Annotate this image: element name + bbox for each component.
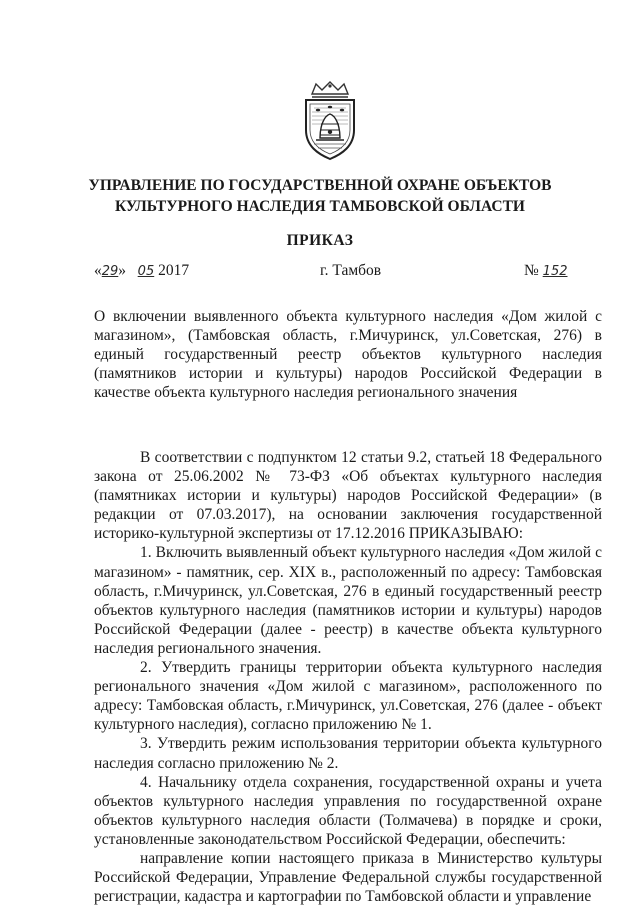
date-year: 2017	[158, 262, 190, 279]
date-day: 29	[101, 264, 119, 279]
order-subject: О включении выявленного объекта культурного наследия «Дом жилой с магазином», (Тамбовская область, г.Мичуринск, ул.Советская, 276) в единый государственный реестр объектов культурного наследия (памятников истории и культуры) народов Российской Федерации в качестве объекта культурного наследия регионального значения	[94, 308, 602, 401]
clause-1-paragraph: 1. Включить выявленный объект культурного наследия «Дом жилой с магазином» - памятник, сер. XIX в., расположенный по адресу: Тамбовская область, г.Мичуринск, ул.Советская, 276 в единый государственный реестр объектов культурного наследия (памятников истории и культуры) народов Российской Федерации (далее - реестр) в качестве объекта культурного наследия регионального значения.	[94, 544, 602, 657]
document-title: ПРИКАЗ	[286, 232, 354, 249]
date-open-quote: «	[94, 262, 102, 279]
clause-3-paragraph: 3. Утвердить режим использования территории объекта культурного наследия согласно приложению № 2.	[94, 735, 602, 772]
document-number	[524, 262, 568, 280]
document-date	[94, 262, 189, 280]
clause-4-paragraph: 4. Начальнику отдела сохранения, государственной охраны и учета объектов культурного наследия управления по государственной охране объектов культурного наследия области (Толмачева) в порядке и сроки, установленные законодательством Российской Федерации, обеспечить:	[94, 773, 602, 848]
date-close-quote: »	[118, 262, 127, 279]
preamble-paragraph: В соответствии с подпунктом 12 статьи 9.2, статьей 18 Федерального закона от 25.06.2002 № 73-ФЗ «Об объектах культурного наследия (памятниках истории и культуры) народов Российской Федерации» (в редакции от 07.03.2017), на основании заключения государственной историко-культурной экспертизы от 17.12.2016 ПРИКАЗЫВАЮ:	[94, 449, 602, 543]
authority-header	[60, 175, 580, 217]
clause-4-subitem-paragraph: направление копии настоящего приказа в Министерство культуры Российской Федерации, Управление Федеральной службы государственной регистрации, кадастра и картографии по Тамбовской области и управление	[94, 849, 602, 906]
coat-of-arms-emblem	[298, 80, 362, 162]
header-line-1: УПРАВЛЕНИЕ ПО ГОСУДАРСТВЕННОЙ ОХРАНЕ ОБЪЕКТОВ	[88, 177, 552, 194]
order-body	[94, 448, 602, 906]
clause-2-paragraph: 2. Утвердить границы территории объекта культурного наследия регионального значения «Дом жилой с магазином», расположенного по адресу: Тамбовская область, г.Мичуринск, ул.Советская, 276 (далее - объект культурного наследия), согласно приложению № 1.	[94, 659, 602, 734]
number-label: №	[524, 262, 539, 279]
number-value: 152	[542, 264, 568, 279]
date-month: 05	[137, 264, 155, 279]
header-line-2: КУЛЬТУРНОГО НАСЛЕДИЯ ТАМБОВСКОЙ ОБЛАСТИ	[115, 198, 525, 215]
document-city: г. Тамбов	[320, 262, 382, 279]
date-city-number-line	[94, 262, 602, 282]
